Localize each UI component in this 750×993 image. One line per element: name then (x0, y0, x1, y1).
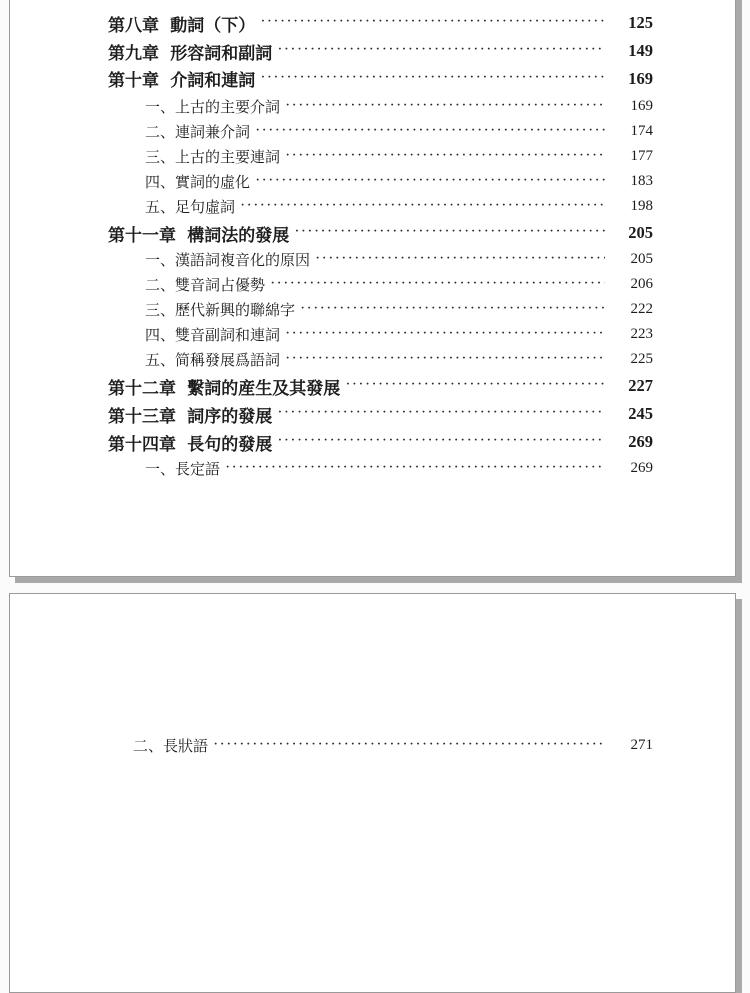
dot-leader (270, 275, 605, 293)
toc-entry-label: 第十一章 構詞法的發展 (108, 225, 290, 245)
toc-entry-label: 第十四章 長句的發展 (108, 434, 273, 454)
dot-leader (285, 325, 605, 343)
toc-entry-label: 二、長狀語 (133, 739, 209, 755)
toc-page-number: 205 (628, 223, 653, 242)
toc-entry-label: 三、上古的主要連詞 (145, 150, 281, 166)
toc-entry (10, 37, 735, 65)
toc-entry (10, 456, 735, 481)
toc-page-number: 183 (630, 173, 653, 189)
toc-entry (10, 347, 735, 372)
toc-page-number: 177 (630, 148, 653, 164)
toc-entry (10, 247, 735, 272)
toc-page-number: 198 (630, 198, 653, 214)
toc-entry (10, 372, 735, 400)
toc-page-number: 271 (630, 737, 653, 753)
dot-leader (300, 300, 605, 318)
toc-entry (10, 9, 735, 37)
toc-entry-label: 五、足句虛詞 (145, 200, 236, 216)
toc-entry-label: 第八章 動詞（下） (108, 15, 256, 35)
toc-entry-label: 第十二章 繫詞的産生及其發展 (108, 378, 341, 398)
dot-leader (285, 97, 605, 115)
toc-entry (10, 219, 735, 247)
toc-entry (10, 144, 735, 169)
toc-entry-label: 一、漢語詞複音化的原因 (145, 253, 311, 269)
toc-entry (10, 65, 735, 92)
toc-entry-label: 一、上古的主要介詞 (145, 100, 281, 116)
dot-leader (260, 13, 605, 31)
dot-leader (240, 197, 605, 215)
toc-page-number: 205 (630, 251, 653, 267)
toc-entry-label: 第十三章 詞序的發展 (108, 406, 273, 426)
toc-entry (10, 119, 735, 144)
toc-page-number: 225 (630, 351, 653, 367)
toc-entry (10, 322, 735, 347)
toc-entry-label: 二、連詞兼介詞 (145, 125, 251, 141)
toc-page-number: 125 (628, 13, 653, 32)
toc-list-page-2 (10, 594, 735, 626)
toc-page-2 (9, 593, 736, 993)
toc-entry (10, 297, 735, 322)
toc-entry-label: 二、雙音詞占優勢 (145, 278, 266, 294)
toc-page-number: 269 (628, 432, 653, 451)
toc-page-number: 223 (630, 326, 653, 342)
toc-entry-label: 三、歷代新興的聯綿字 (145, 303, 296, 319)
dot-leader (345, 376, 605, 394)
dot-leader (277, 404, 605, 422)
dot-leader (277, 432, 605, 450)
toc-page-number: 174 (630, 123, 653, 139)
toc-entry (10, 733, 735, 758)
dot-leader (277, 41, 605, 59)
dot-leader (213, 736, 605, 754)
toc-page-number: 222 (630, 301, 653, 317)
toc-entry-label: 五、简稱發展爲語詞 (145, 353, 281, 369)
toc-entry-label: 四、雙音副詞和連詞 (145, 328, 281, 344)
dot-leader (255, 122, 605, 140)
toc-entry (10, 194, 735, 219)
toc-entry (10, 400, 735, 428)
toc-entry (10, 94, 735, 119)
dot-leader (285, 147, 605, 165)
toc-entry (10, 428, 735, 456)
toc-page-number: 269 (630, 460, 653, 476)
dot-leader (285, 350, 605, 368)
dot-leader (294, 223, 605, 241)
toc-page-number: 227 (628, 376, 653, 395)
toc-entry-label: 四、實詞的虛化 (145, 175, 251, 191)
toc-page-number: 169 (628, 68, 653, 88)
toc-entry-label: 第十章 介詞和連詞 (108, 71, 256, 90)
toc-entry (10, 272, 735, 297)
dot-leader (225, 459, 605, 477)
toc-entry-label: 第九章 形容詞和副詞 (108, 43, 273, 63)
toc-list-page-1 (10, 0, 735, 481)
toc-page-number: 169 (630, 98, 653, 114)
dot-leader (255, 172, 605, 190)
dot-leader (315, 250, 605, 268)
toc-page-number: 245 (628, 404, 653, 423)
toc-page-1 (9, 0, 736, 577)
toc-page-number: 206 (630, 276, 653, 292)
toc-entry (10, 169, 735, 194)
toc-entry-label: 一、長定語 (145, 462, 221, 478)
toc-page-number: 149 (628, 41, 653, 60)
dot-leader (260, 69, 605, 87)
